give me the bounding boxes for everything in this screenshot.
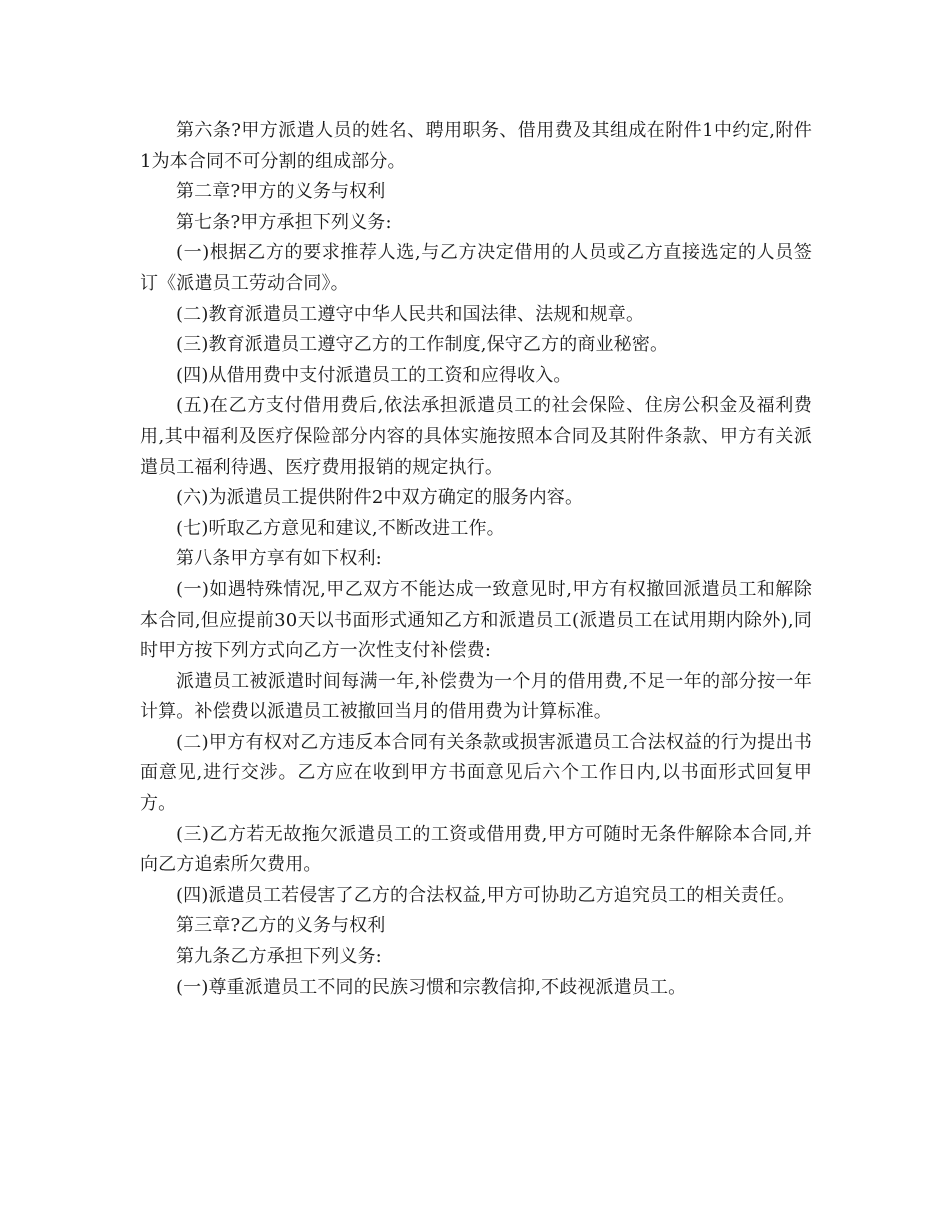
article-7-item-1: (一)根据乙方的要求推荐人选,与乙方决定借用的人员或乙方直接选定的人员签订《派遣员工劳动合同》。	[140, 242, 812, 294]
article-8-item-1-compensation: 派遣员工被派遣时间每满一年,补偿费为一个月的借用费,不足一年的部分按一年计算。补偿费以派遣员工被撤回当月的借用费为计算标准。	[140, 670, 812, 723]
article-7-item-4: (四)从借用费中支付派遣员工的工资和应得收入。	[176, 364, 572, 386]
article-7-item-6: (六)为派遣员工提供附件2中双方确定的服务内容。	[176, 487, 584, 509]
article-8-heading: 第八条甲方享有如下权利:	[176, 548, 382, 570]
article-7-item-5: (五)在乙方支付借用费后,依法承担派遣员工的社会保险、住房公积金及福利费用,其中福利及医疗保险部分内容的具体实施按照本合同及其附件条款、甲方有关派遣员工福利待遇、医疗费用报销的规定执行。	[140, 395, 812, 478]
article-8-item-2: (二)甲方有权对乙方违反本合同有关条款或损害派遣员工合法权益的行为提出书面意见,进行交涉。乙方应在收到甲方书面意见后六个工作日内,以书面形式回复甲方。	[140, 731, 812, 815]
article-9-heading: 第九条乙方承担下列义务:	[176, 946, 382, 968]
article-7-item-3: (三)教育派遣员工遵守乙方的工作制度,保守乙方的商业秘密。	[176, 334, 669, 356]
article-7-heading: 第七条?甲方承担下列义务:	[176, 211, 392, 233]
article-8-item-3: (三)乙方若无故拖欠派遣员工的工资或借用费,甲方可随时无条件解除本合同,并向乙方追索所欠费用。	[140, 823, 812, 876]
chapter-3-heading: 第三章?乙方的义务与权利	[176, 915, 386, 937]
article-8-item-1: (一)如遇特殊情况,甲乙双方不能达成一致意见时,甲方有权撤回派遣员工和解除本合同,但应提前30天以书面形式通知乙方和派遣员工(派遣员工在试用期内除外),同时甲方按下列方式向乙方一次性支付补偿费:	[140, 578, 812, 662]
article-7-item-2: (二)教育派遣员工遵守中华人民共和国法律、法规和规章。	[176, 303, 645, 325]
document-body	[140, 116, 812, 1003]
article-6-paragraph: 第六条?甲方派遣人员的姓名、聘用职务、借用费及其组成在附件1中约定,附件1为本合同不可分割的组成部分。	[140, 120, 812, 172]
chapter-2-heading: 第二章?甲方的义务与权利	[176, 181, 386, 203]
article-9-item-1: (一)尊重派遣员工不同的民族习惯和宗教信抑,不歧视派遣员工。	[176, 976, 687, 998]
article-8-item-4: (四)派遣员工若侵害了乙方的合法权益,甲方可协助乙方追究员工的相关责任。	[176, 884, 796, 906]
article-7-item-7: (七)听取乙方意见和建议,不断改进工作。	[176, 517, 505, 539]
